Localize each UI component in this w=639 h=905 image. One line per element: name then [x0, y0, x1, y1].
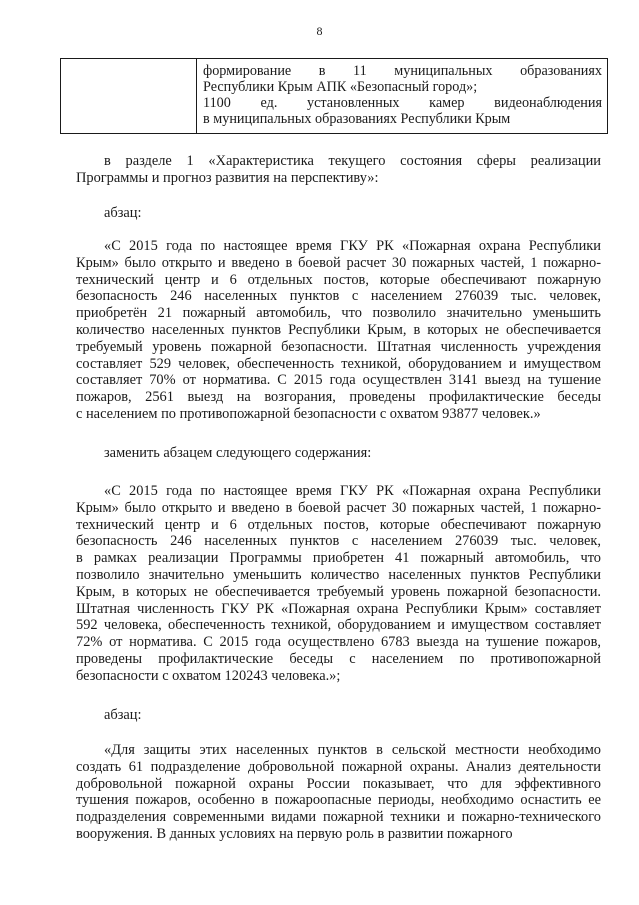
- new-paragraph-line: «С 2015 года по настоящее время ГКУ РК «Пожарная охрана Республики: [104, 483, 601, 499]
- page-number: 8: [316, 24, 323, 38]
- old-paragraph-line: с населением по противопожарной безопасности с охватом 93877 человек.»: [76, 405, 541, 422]
- old-paragraph-line: приобретён 21 пожарный автомобиль, что позволило значительно уменьшить: [76, 305, 601, 322]
- new-paragraph-line: проведены профилактические беседы с населением по противопожарной: [76, 650, 601, 667]
- table-text-line: в муниципальных образованиях Республики Крым: [203, 111, 511, 127]
- table-text-line: формирование в 11 муниципальных образованиях: [203, 63, 602, 79]
- section-intro-line: в разделе 1 «Характеристика текущего состояния сферы реализации: [104, 153, 601, 169]
- new-paragraph-line: 72% от норматива. С 2015 года осуществлено 6783 выезда на тушение пожаров,: [76, 634, 601, 651]
- new-paragraph-line: технический центр и 6 отдельных постов, которые обеспечивают пожарную: [76, 516, 601, 533]
- table-row: [61, 59, 608, 134]
- section-intro: [76, 153, 601, 187]
- old-paragraph-line: «С 2015 года по настоящее время ГКУ РК «Пожарная охрана Республики: [104, 238, 601, 254]
- continuation-table: [60, 58, 608, 134]
- final-paragraph-line: тушения пожаров, особенно в пожароопасные периоды, необходимо оснастить ее: [76, 792, 601, 809]
- new-paragraph-line: в рамках реализации Программы приобретен 41 пожарный автомобиль, что: [76, 550, 601, 567]
- old-paragraph-line: пожаров, 2561 выезд на возгорания, проведены профилактические беседы: [76, 389, 601, 406]
- table-text-line: 1100 ед. установленных камер видеонаблюдения: [203, 95, 602, 111]
- old-paragraph-line: безопасность 246 населенных пунктов с населением 276039 тыс. человек,: [76, 288, 601, 305]
- new-paragraph-line: позволило значительно уменьшить количество населенных пунктов Республики: [76, 566, 601, 583]
- section-intro-line: Программы и прогноз развития на перспективу»:: [76, 169, 379, 186]
- final-paragraph-line: подразделения современными видами пожарной техники и пожарно-технического: [76, 809, 601, 826]
- final-paragraph-line: создать 61 подразделение добровольной пожарной охраны. Анализ деятельности: [76, 758, 601, 775]
- new-paragraph-line: безопасности с охватом 120243 человека.»;: [76, 667, 341, 684]
- table-cell-text: [197, 59, 608, 134]
- new-paragraph-line: Крым» было открыто и введено в боевой расчет 30 пожарных частей, 1 пожарно-: [76, 499, 601, 516]
- new-paragraph-line: Крым, в которых не обеспечивается требуемый уровень пожарной безопасности.: [76, 583, 601, 600]
- table-text-line: Республики Крым АПК «Безопасный город»;: [203, 79, 478, 95]
- label-replace: заменить абзацем следующего содержания:: [104, 445, 372, 461]
- old-paragraph: [76, 238, 601, 423]
- table-cell-empty: [61, 59, 197, 134]
- final-paragraph-line: добровольной пожарной охраны России показывает, что для эффективного: [76, 775, 601, 792]
- new-paragraph-line: Штатная численность ГКУ РК «Пожарная охрана Республики Крым» составляет: [76, 600, 601, 617]
- final-paragraph: [76, 742, 601, 843]
- old-paragraph-line: количество населенных пунктов Республики Крым, в которых не обеспечивается: [76, 321, 601, 338]
- old-paragraph-line: требуемый уровень пожарной безопасности. Штатная численность учреждения: [76, 338, 601, 355]
- final-paragraph-line: «Для защиты этих населенных пунктов в сельской местности необходимо: [104, 742, 601, 758]
- old-paragraph-line: Крым» было открыто и введено в боевой расчет 30 пожарных частей, 1 пожарно-: [76, 254, 601, 271]
- old-paragraph-line: технический центр и 6 отдельных постов, которые обеспечивают пожарную: [76, 271, 601, 288]
- final-paragraph-line: вооружения. В данных условиях на первую роль в развитии пожарного: [76, 825, 513, 842]
- label-abzac-2: абзац:: [104, 707, 142, 723]
- old-paragraph-line: составляет 529 человек, обеспеченность техникой, оборудованием и имуществом: [76, 355, 601, 372]
- new-paragraph-line: 592 человека, обеспеченность техникой, оборудованием и имуществом составляет: [76, 617, 601, 634]
- table-cell-lines: [197, 59, 607, 127]
- label-abzac-1: абзац:: [104, 205, 142, 221]
- new-paragraph-line: безопасность 246 населенных пунктов с населением 276039 тыс. человек,: [76, 533, 601, 550]
- new-paragraph: [76, 483, 601, 685]
- old-paragraph-line: составляет 70% от норматива. С 2015 года осуществлен 3141 выезд на тушение: [76, 372, 601, 389]
